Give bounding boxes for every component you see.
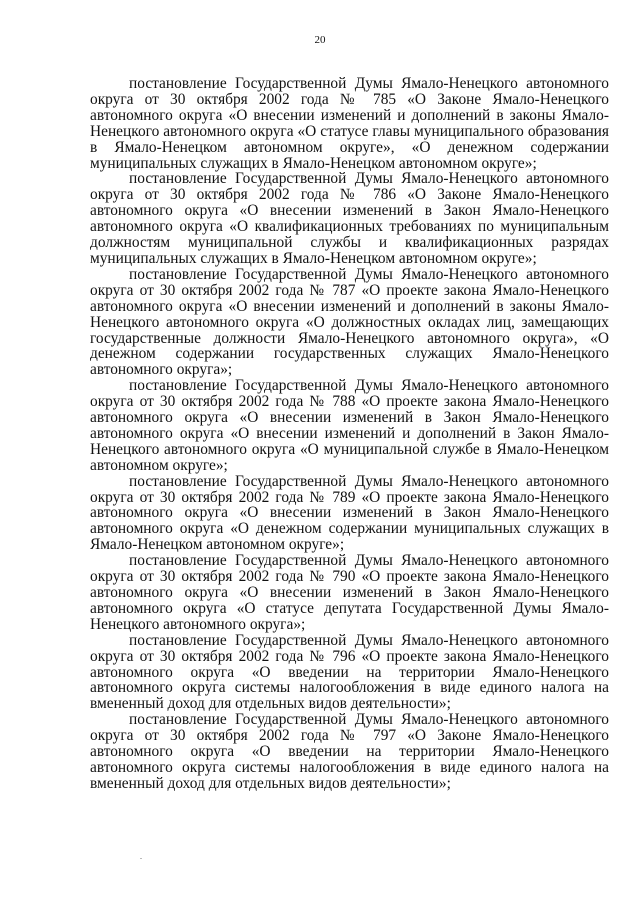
- document-body: [90, 76, 609, 792]
- scan-artifact-dot: [140, 858, 142, 859]
- resolution-paragraph-796: постановление Государственной Думы Ямало-Ненецкого автономного округа от 30 октября 2002 года № 796 «О проекте закона Ямало-Ненецкого автономного округа «О введении на территории Ямало-Ненецкого автономного округа системы налогообложения в виде единого налога на вмененный доход для отдельных видов деятельности»;: [90, 631, 609, 713]
- resolution-paragraph-788: постановление Государственной Думы Ямало-Ненецкого автономного округа от 30 октября 2002 года № 788 «О проекте закона Ямало-Ненецкого автономного округа «О внесении изменений в Закон Ямало-Ненецкого автономного округа «О внесении изменений и дополнений в Закон Ямало-Ненецкого автономного округа «О муниципальной службе в Ямало-Ненецком автономном округе»;: [90, 377, 609, 474]
- page-number: 20: [314, 34, 326, 46]
- resolution-paragraph-797: постановление Государственной Думы Ямало-Ненецкого автономного округа от 30 октября 2002 года № 797 «О Законе Ямало-Ненецкого автономного округа «О введении на территории Ямало-Ненецкого автономного округа системы налогообложения в виде единого налога на вмененный доход для отдельных видов деятельности»;: [90, 711, 609, 792]
- resolution-paragraph-786: постановление Государственной Думы Ямало-Ненецкого автономного округа от 30 октября 2002 года № 786 «О Законе Ямало-Ненецкого автономного округа «О внесении изменений в Закон Ямало-Ненецкого автономного округа «О квалификационных требованиях по муниципальным должностям муниципальной службы и квалификационных разрядах муниципальных служащих в Ямало-Ненецком автономном округе»;: [90, 170, 609, 267]
- resolution-paragraph-787: постановление Государственной Думы Ямало-Ненецкого автономного округа от 30 октября 2002 года № 787 «О проекте закона Ямало-Ненецкого автономного округа «О внесении изменений и дополнений в законы Ямало-Ненецкого автономного округа «О должностных окладах лиц, замещающих государственные должности Ямало-Ненецкого автономного округа», «О денежном содержании государственных служащих Ямало-Ненецкого автономного округа»;: [90, 265, 609, 379]
- resolution-paragraph-790: постановление Государственной Думы Ямало-Ненецкого автономного округа от 30 октября 2002 года № 790 «О проекте закона Ямало-Ненецкого автономного округа «О внесении изменений в Закон Ямало-Ненецкого автономного округа «О статусе депутата Государственной Думы Ямало-Ненецкого автономного округа»;: [90, 552, 609, 633]
- resolution-paragraph-785: постановление Государственной Думы Ямало-Ненецкого автономного округа от 30 октября 2002 года № 785 «О Законе Ямало-Ненецкого автономного округа «О внесении изменений и дополнений в законы Ямало-Ненецкого автономного округа «О статусе главы муниципального образования в Ямало-Ненецком автономном округе», «О денежном содержании муниципальных служащих в Ямало-Ненецком автономном округе»;: [90, 75, 609, 172]
- resolution-paragraph-789: постановление Государственной Думы Ямало-Ненецкого автономного округа от 30 октября 2002 года № 789 «О проекте закона Ямало-Ненецкого автономного округа «О внесении изменений в Закон Ямало-Ненецкого автономного округа «О денежном содержании муниципальных служащих в Ямало-Ненецком автономном округе»;: [90, 472, 609, 554]
